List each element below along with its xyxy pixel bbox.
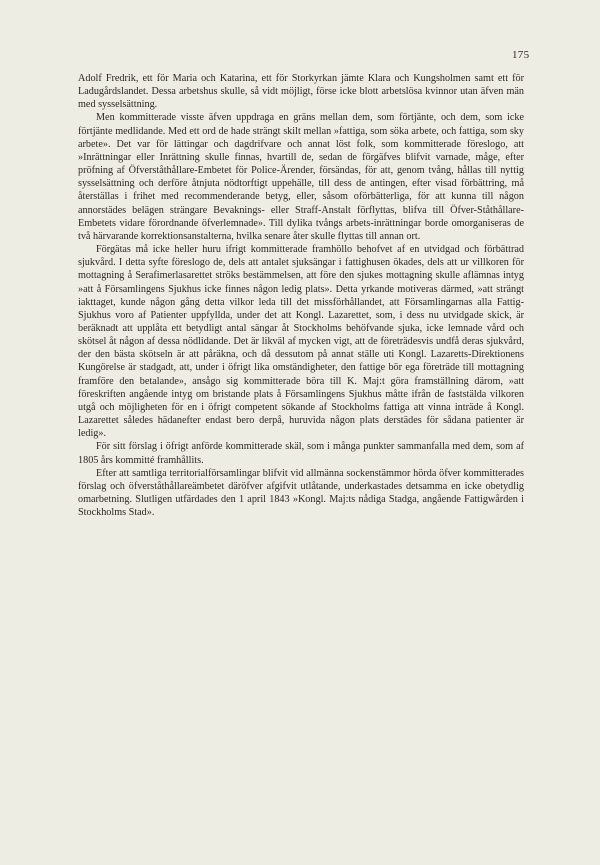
body-text — [78, 72, 524, 519]
paragraph: Men kommitterade visste äfven uppdraga en gräns mellan dem, som förtjänte, och dem, som icke förtjänte medlidande. Med ett ord de hade strängt skilt mellan »fattiga, som söka arbete, och fattiga, som sky arbete». Det var för lättingar och dagdrifvare och annat löst folk, som kommitterade föreslogo, att »Inrättningar eller Inrättning skulle finnas, hvartill de, sedan de förgäfves blifvit varnade, måge, efter pröfning af Öfverståthållare-Embetet för Police-Ärender, försändas, för att, genom tvång, hållas till nyttig sysselsättning och derföre åtnjuta nödtorftigt uppehälle, till dess de antingen, efter visad förbättring, må återställas i frihet med recommenderande betyg, eller, såsom oförbätterliga, för att kunna till någon annorstädes belägen strängare Bevaknings- eller Straff-Anstalt förflyttas, blifva till Öfver-Ståthållare-Embetets vidare förordnande öfverlemnade». Till dylika tvångs arbets-inrättningar borde omorganiseras de två härvarande korrektionsanstalterna, hvilka senare åter skulle flyttas till annan ort. — [78, 112, 524, 242]
paragraph: Förgätas må icke heller huru ifrigt kommitterade framhöllo behofvet af en utvidgad och förbättrad sjukvård. I detta syfte föreslogo de, dels att antalet sjuksängar i fattighusen ökades, dels att ur villkoren för mottagning å Serafimerlasarettet ströks bestämmelsen, att före den sjukes mottagning skulle aflämnas intyg »att å Församlingens Sjukhus icke finnes någon ledig plats». Detta yrkande motiveras därmed, »att strängt iakttaget, kunde någon gång detta vilkor leda till det missförhållandet, att Församlingarnas alla Fattig-Sjukhus voro af Patienter uppfyllda, under det att Kongl. Lazarettet, som, i dess nu utvidgade skick, är beräknadt att upplåta ett betydligt antal sängar åt Stockholms behöfvande sjuka, icke lemnade vård och skötsel åt någon af dessa nödlidande. Det är likväl af mycken vigt, att de företrädesvis undfå deras sjukvård, der den bästa skötseln är att påräkna, och då dessutom på annat ställe uti Kongl. Lazaretts-Direktionens Kungörelse är stadgadt, att, under i öfrigt lika omständigheter, den fattige bör ega företräde till mottagning framföre den betalande», ansågo sig kommitterade böra till K. Maj:t göra framställning därom, »att föreskriften angående intyg om bristande plats å Församlingens Sjukhus måtte ifrån de faststälda vilkoren utgå och möjligheten för en i öfrigt competent sökande af Stockholms fattiga att vinna inträde å Kongl. Lazarettet således hädanefter endast bero derpå, huruvida någon plats derstädes för sådana patienter är ledig». — [78, 244, 524, 440]
paragraph: Efter att samtliga territorialförsamlingar blifvit vid allmänna sockenstämmor hörda öfver kommitterades förslag och öfverståthållareämbetet däröfver afgifvit utlåtande, underkastades detsamma en icke obetydlig omarbetning. Slutligen utfärdades den 1 april 1843 »Kongl. Maj:ts nådiga Stadga, angående Fattigwården i Stockholms Stad». — [78, 467, 524, 519]
paragraph: För sitt förslag i öfrigt anförde kommitterade skäl, som i många punkter sammanfalla med dem, som af 1805 års kommitté framhållits. — [78, 441, 524, 466]
page-number: 175 — [512, 49, 530, 61]
paragraph: Adolf Fredrik, ett för Maria och Katarina, ett för Storkyrkan jämte Klara och Kungsholmen samt ett för Ladugårdslandet. Dessa arbetshus skulle, så vidt möjligt, förse icke blott arbetslösa kvinnor utan äfven män med sysselsättning. — [78, 73, 524, 111]
